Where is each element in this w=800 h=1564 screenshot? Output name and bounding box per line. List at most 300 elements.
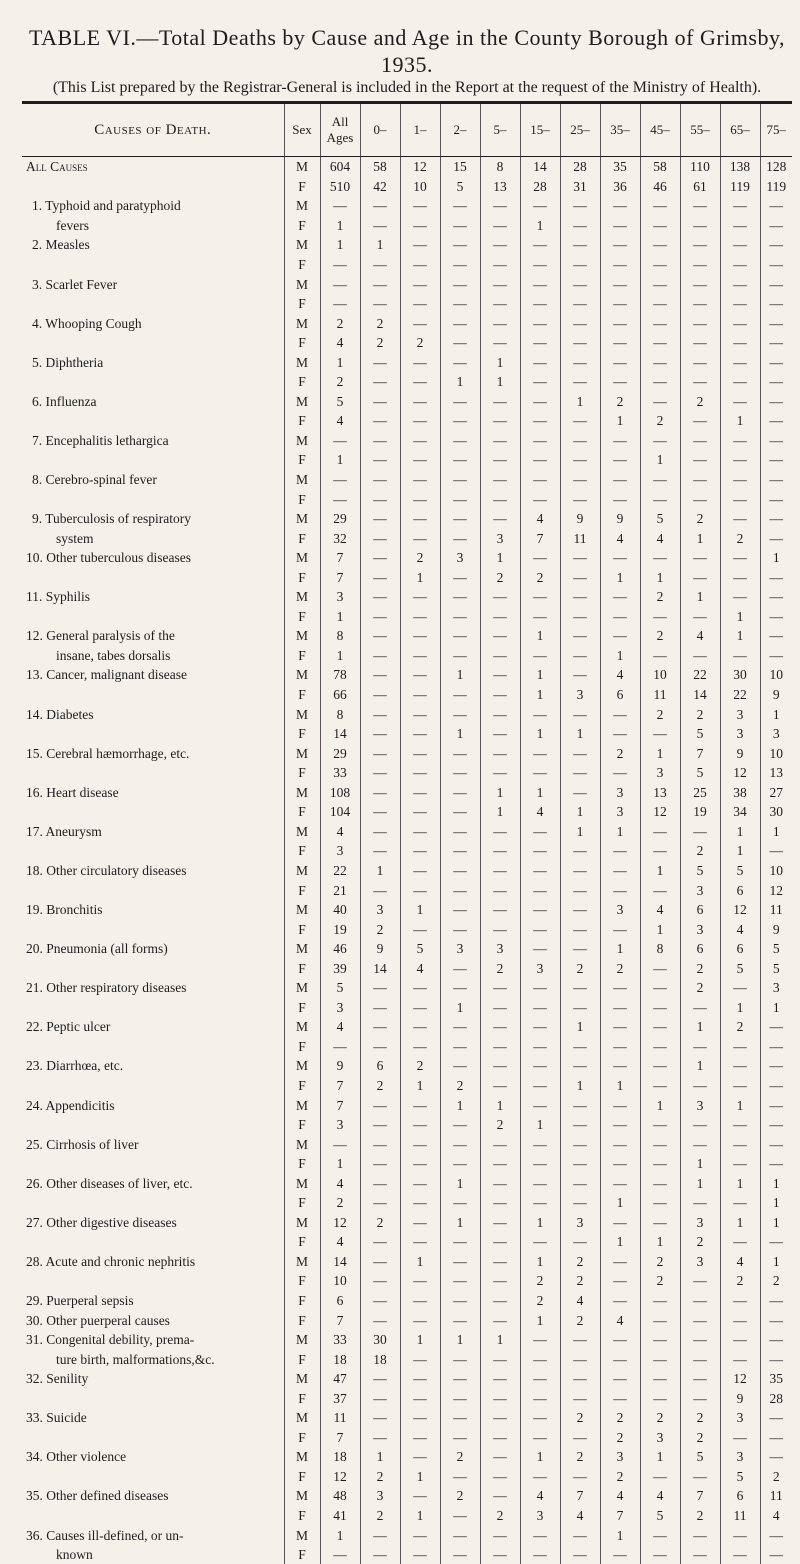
value-cell: 1 [640,450,680,470]
value-cell: 6 [360,1056,400,1076]
value-cell: 1 [360,861,400,881]
header-row [22,104,792,157]
value-cell: — [760,1134,792,1154]
value-cell: 2 [720,1017,760,1037]
value-cell: 14 [320,1252,360,1272]
value-cell: — [600,489,640,509]
table-row [22,450,792,470]
value-cell: — [720,1134,760,1154]
value-cell: 29 [320,743,360,763]
table-row [22,1252,792,1272]
cause-cell [22,724,284,744]
value-cell: — [560,939,600,959]
table-row [22,587,792,607]
value-cell: — [360,646,400,666]
value-cell: 3 [560,685,600,705]
value-cell: — [360,1388,400,1408]
value-cell: — [400,783,440,803]
table-row [22,1447,792,1467]
value-cell: — [480,1232,520,1252]
table-row [22,1115,792,1135]
value-cell: — [600,431,640,451]
value-cell: — [600,1154,640,1174]
value-cell: 110 [680,157,720,177]
value-cell: 9 [760,685,792,705]
sex-cell: F [284,333,320,353]
value-cell: 1 [760,822,792,842]
cause-cell [22,1467,284,1487]
value-cell: 2 [720,1271,760,1291]
value-cell: — [520,489,560,509]
table-row [22,919,792,939]
sex-cell: F [284,607,320,627]
value-cell: 108 [320,783,360,803]
value-cell: 3 [360,900,400,920]
table-row [22,978,792,998]
value-cell: — [400,822,440,842]
value-cell: — [360,763,400,783]
table-row [22,1506,792,1526]
cause-cell: 32. Senility [22,1369,284,1389]
value-cell: — [320,196,360,216]
cause-cell: 24. Appendicitis [22,1095,284,1115]
value-cell: — [600,1173,640,1193]
value-cell: 36 [600,177,640,197]
table-row [22,1369,792,1389]
sex-cell: M [284,392,320,412]
value-cell: 5 [320,978,360,998]
value-cell: 5 [720,958,760,978]
value-cell: — [440,1291,480,1311]
value-cell: 1 [360,1447,400,1467]
value-cell: 3 [560,1213,600,1233]
value-cell: — [680,352,720,372]
value-cell: — [440,1154,480,1174]
value-cell: 1 [480,783,520,803]
value-cell: 21 [320,880,360,900]
value-cell: — [760,1115,792,1135]
value-cell: 2 [560,1310,600,1330]
value-cell: — [600,724,640,744]
value-cell: 2 [480,1506,520,1526]
value-cell: 31 [560,177,600,197]
value-cell: — [560,1095,600,1115]
value-cell: 119 [760,177,792,197]
value-cell: — [520,1154,560,1174]
value-cell: 40 [320,900,360,920]
value-cell: — [720,1545,760,1564]
value-cell: — [560,333,600,353]
value-cell: — [640,255,680,275]
value-cell: — [760,1310,792,1330]
value-cell: — [360,1154,400,1174]
value-cell: 1 [400,1467,440,1487]
table-row [22,1017,792,1037]
value-cell: — [520,1232,560,1252]
value-cell: — [400,1095,440,1115]
value-cell: — [680,450,720,470]
value-cell: 1 [440,998,480,1018]
value-cell: — [720,1154,760,1174]
value-cell: — [720,470,760,490]
value-cell: 19 [680,802,720,822]
table-row [22,783,792,803]
value-cell: — [440,1271,480,1291]
value-cell: — [480,1017,520,1037]
value-cell: 11 [640,685,680,705]
value-cell: — [560,1369,600,1389]
value-cell: — [560,1388,600,1408]
sex-cell: F [284,1467,320,1487]
value-cell: — [400,802,440,822]
sex-cell: M [284,1173,320,1193]
sex-cell: F [284,919,320,939]
value-cell: — [400,294,440,314]
value-cell: 33 [320,763,360,783]
value-cell: 13 [640,783,680,803]
cause-cell: 15. Cerebral hæmorrhage, etc. [22,743,284,763]
value-cell: 2 [680,392,720,412]
table-row [22,1095,792,1115]
value-cell: 2 [520,1291,560,1311]
value-cell: — [440,958,480,978]
table-row [22,939,792,959]
value-cell: — [680,411,720,431]
value-cell: — [320,1545,360,1564]
value-cell: 42 [360,177,400,197]
value-cell: — [560,313,600,333]
value-cell: 22 [720,685,760,705]
value-cell: 1 [720,626,760,646]
value-cell: — [560,626,600,646]
value-cell: — [400,919,440,939]
value-cell: 1 [680,528,720,548]
value-cell: — [560,372,600,392]
value-cell: — [440,411,480,431]
value-cell: 1 [640,919,680,939]
value-cell: — [760,528,792,548]
value-cell: — [440,978,480,998]
cause-cell [22,1037,284,1057]
value-cell: — [520,880,560,900]
sex-cell: F [284,880,320,900]
value-cell: — [400,724,440,744]
value-cell: 510 [320,177,360,197]
value-cell: — [440,919,480,939]
value-cell: — [720,646,760,666]
value-cell: 2 [680,978,720,998]
value-cell: 14 [520,157,560,177]
value-cell: 4 [320,1232,360,1252]
value-cell: — [480,1154,520,1174]
value-cell: — [440,743,480,763]
value-cell: — [520,900,560,920]
cause-cell: 3. Scarlet Fever [22,274,284,294]
value-cell: — [560,1467,600,1487]
sex-cell: M [284,783,320,803]
value-cell: 1 [720,1213,760,1233]
value-cell: 1 [760,704,792,724]
value-cell: — [440,1525,480,1545]
cause-cell [22,489,284,509]
value-cell: 2 [560,1271,600,1291]
value-cell: — [760,1017,792,1037]
value-cell: — [560,978,600,998]
value-cell: — [720,255,760,275]
value-cell: — [480,1428,520,1448]
value-cell: — [480,235,520,255]
value-cell: — [600,880,640,900]
value-cell: — [400,196,440,216]
value-cell: 46 [640,177,680,197]
cause-cell: system [22,528,284,548]
value-cell: 30 [760,802,792,822]
value-cell: — [640,1213,680,1233]
value-cell: — [480,431,520,451]
value-cell: 1 [480,548,520,568]
value-cell: 1 [560,392,600,412]
value-cell: 5 [640,1506,680,1526]
value-cell: 2 [680,958,720,978]
value-cell: — [480,1467,520,1487]
value-cell: — [360,1310,400,1330]
value-cell: — [440,196,480,216]
value-cell: — [680,1076,720,1096]
value-cell: 1 [480,372,520,392]
table-row [22,255,792,275]
value-cell: 6 [680,900,720,920]
value-cell: 6 [720,939,760,959]
value-cell: — [360,567,400,587]
value-cell: — [400,1291,440,1311]
value-cell: — [600,1271,640,1291]
value-cell: 9 [360,939,400,959]
value-cell: — [720,567,760,587]
value-cell: — [680,1271,720,1291]
value-cell: 4 [320,1017,360,1037]
value-cell: 5 [680,1447,720,1467]
sex-cell: M [284,1525,320,1545]
table-row [22,841,792,861]
value-cell: — [520,1056,560,1076]
cause-cell [22,919,284,939]
value-cell: 30 [360,1330,400,1350]
table-row [22,880,792,900]
value-cell: — [360,724,400,744]
value-cell: 2 [440,1486,480,1506]
value-cell: — [600,352,640,372]
sex-cell: M [284,1252,320,1272]
value-cell: — [440,626,480,646]
table-row [22,665,792,685]
value-cell: 11 [720,1506,760,1526]
value-cell: — [360,431,400,451]
value-cell: — [480,470,520,490]
sex-cell: F [284,372,320,392]
value-cell: — [760,1545,792,1564]
value-cell: — [600,704,640,724]
value-cell: — [640,274,680,294]
value-cell: 2 [480,567,520,587]
value-cell: 1 [520,724,560,744]
value-cell: 14 [320,724,360,744]
table-row [22,861,792,881]
value-cell: 5 [400,939,440,959]
sex-cell: M [284,196,320,216]
value-cell: — [760,1291,792,1311]
value-cell: — [480,880,520,900]
value-cell: — [680,196,720,216]
value-cell: 2 [600,1467,640,1487]
value-cell: 9 [320,1056,360,1076]
value-cell: 5 [720,1467,760,1487]
value-cell: — [560,607,600,627]
cause-cell: 12. General paralysis of the [22,626,284,646]
value-cell: — [440,1388,480,1408]
value-cell: — [360,528,400,548]
deaths-table [22,104,792,1564]
value-cell: 14 [360,958,400,978]
table-row [22,958,792,978]
value-cell: — [600,274,640,294]
value-cell: 128 [760,157,792,177]
value-cell: — [320,431,360,451]
cause-cell: All Causes [22,157,284,177]
value-cell: — [480,1447,520,1467]
sex-cell: M [284,1330,320,1350]
value-cell: — [440,1037,480,1057]
table-body [22,157,792,1564]
sex-cell: M [284,900,320,920]
value-cell: 1 [520,1115,560,1135]
value-cell: 1 [720,1095,760,1115]
value-cell: — [400,1213,440,1233]
cause-cell [22,1076,284,1096]
value-cell: — [440,1408,480,1428]
value-cell: 1 [640,1232,680,1252]
value-cell: 2 [680,704,720,724]
header-age-col: 15– [520,104,560,157]
value-cell: 1 [640,861,680,881]
value-cell: — [560,255,600,275]
value-cell: — [560,431,600,451]
value-cell: — [760,450,792,470]
value-cell: — [720,1349,760,1369]
value-cell: 1 [520,626,560,646]
sex-cell: F [284,489,320,509]
value-cell: 1 [600,1076,640,1096]
value-cell: — [440,1193,480,1213]
value-cell: — [440,861,480,881]
value-cell: — [680,1369,720,1389]
value-cell: 2 [400,548,440,568]
value-cell: 4 [640,1486,680,1506]
value-cell: 2 [560,1408,600,1428]
value-cell: 3 [600,802,640,822]
value-cell: 1 [440,1330,480,1350]
document-page [22,24,792,1564]
sex-cell: F [284,958,320,978]
table-row [22,1408,792,1428]
value-cell: 1 [480,802,520,822]
value-cell: — [560,1330,600,1350]
value-cell: — [720,196,760,216]
value-cell: — [560,880,600,900]
value-cell: 1 [680,1056,720,1076]
value-cell: — [640,333,680,353]
value-cell: 7 [320,1095,360,1115]
value-cell: 3 [480,528,520,548]
sex-cell: F [284,841,320,861]
value-cell: 1 [320,352,360,372]
value-cell: 18 [360,1349,400,1369]
value-cell: 1 [600,822,640,842]
value-cell: — [520,841,560,861]
value-cell: — [400,216,440,236]
value-cell: — [480,1037,520,1057]
value-cell: — [480,333,520,353]
value-cell: — [400,1271,440,1291]
value-cell: 2 [640,704,680,724]
value-cell: — [680,822,720,842]
value-cell: 15 [440,157,480,177]
value-cell: 2 [480,1115,520,1135]
value-cell: 58 [640,157,680,177]
value-cell: — [720,1115,760,1135]
value-cell: — [560,1545,600,1564]
sex-cell: F [284,255,320,275]
value-cell: — [360,685,400,705]
sex-cell: F [284,763,320,783]
value-cell: 7 [320,548,360,568]
value-cell: — [520,196,560,216]
value-cell: 2 [600,1428,640,1448]
table-subtitle: (This List prepared by the Registrar-General is included in the Report at the request of the Ministry of Health). [22,78,792,97]
table-row [22,724,792,744]
value-cell: — [360,665,400,685]
value-cell: — [360,1115,400,1135]
value-cell: 2 [360,313,400,333]
value-cell: — [400,509,440,529]
value-cell: — [560,587,600,607]
value-cell: 6 [720,1486,760,1506]
value-cell: — [360,1291,400,1311]
value-cell: — [680,313,720,333]
value-cell: — [440,274,480,294]
value-cell: 2 [560,958,600,978]
cause-cell: 30. Other puerperal causes [22,1310,284,1330]
value-cell: 5 [680,763,720,783]
header-age-col: 25– [560,104,600,157]
value-cell: — [520,822,560,842]
value-cell: 2 [360,1076,400,1096]
value-cell: — [440,216,480,236]
value-cell: 3 [720,704,760,724]
value-cell: — [520,1428,560,1448]
value-cell: — [640,1330,680,1350]
value-cell: — [720,431,760,451]
value-cell: — [520,1017,560,1037]
value-cell: 1 [760,1193,792,1213]
cause-cell: 5. Diphtheria [22,352,284,372]
cause-cell: 25. Cirrhosis of liver [22,1134,284,1154]
sex-cell: M [284,1213,320,1233]
value-cell: — [640,1291,680,1311]
value-cell: 38 [720,783,760,803]
value-cell: — [600,1037,640,1057]
value-cell: 12 [320,1213,360,1233]
value-cell: — [440,1545,480,1564]
